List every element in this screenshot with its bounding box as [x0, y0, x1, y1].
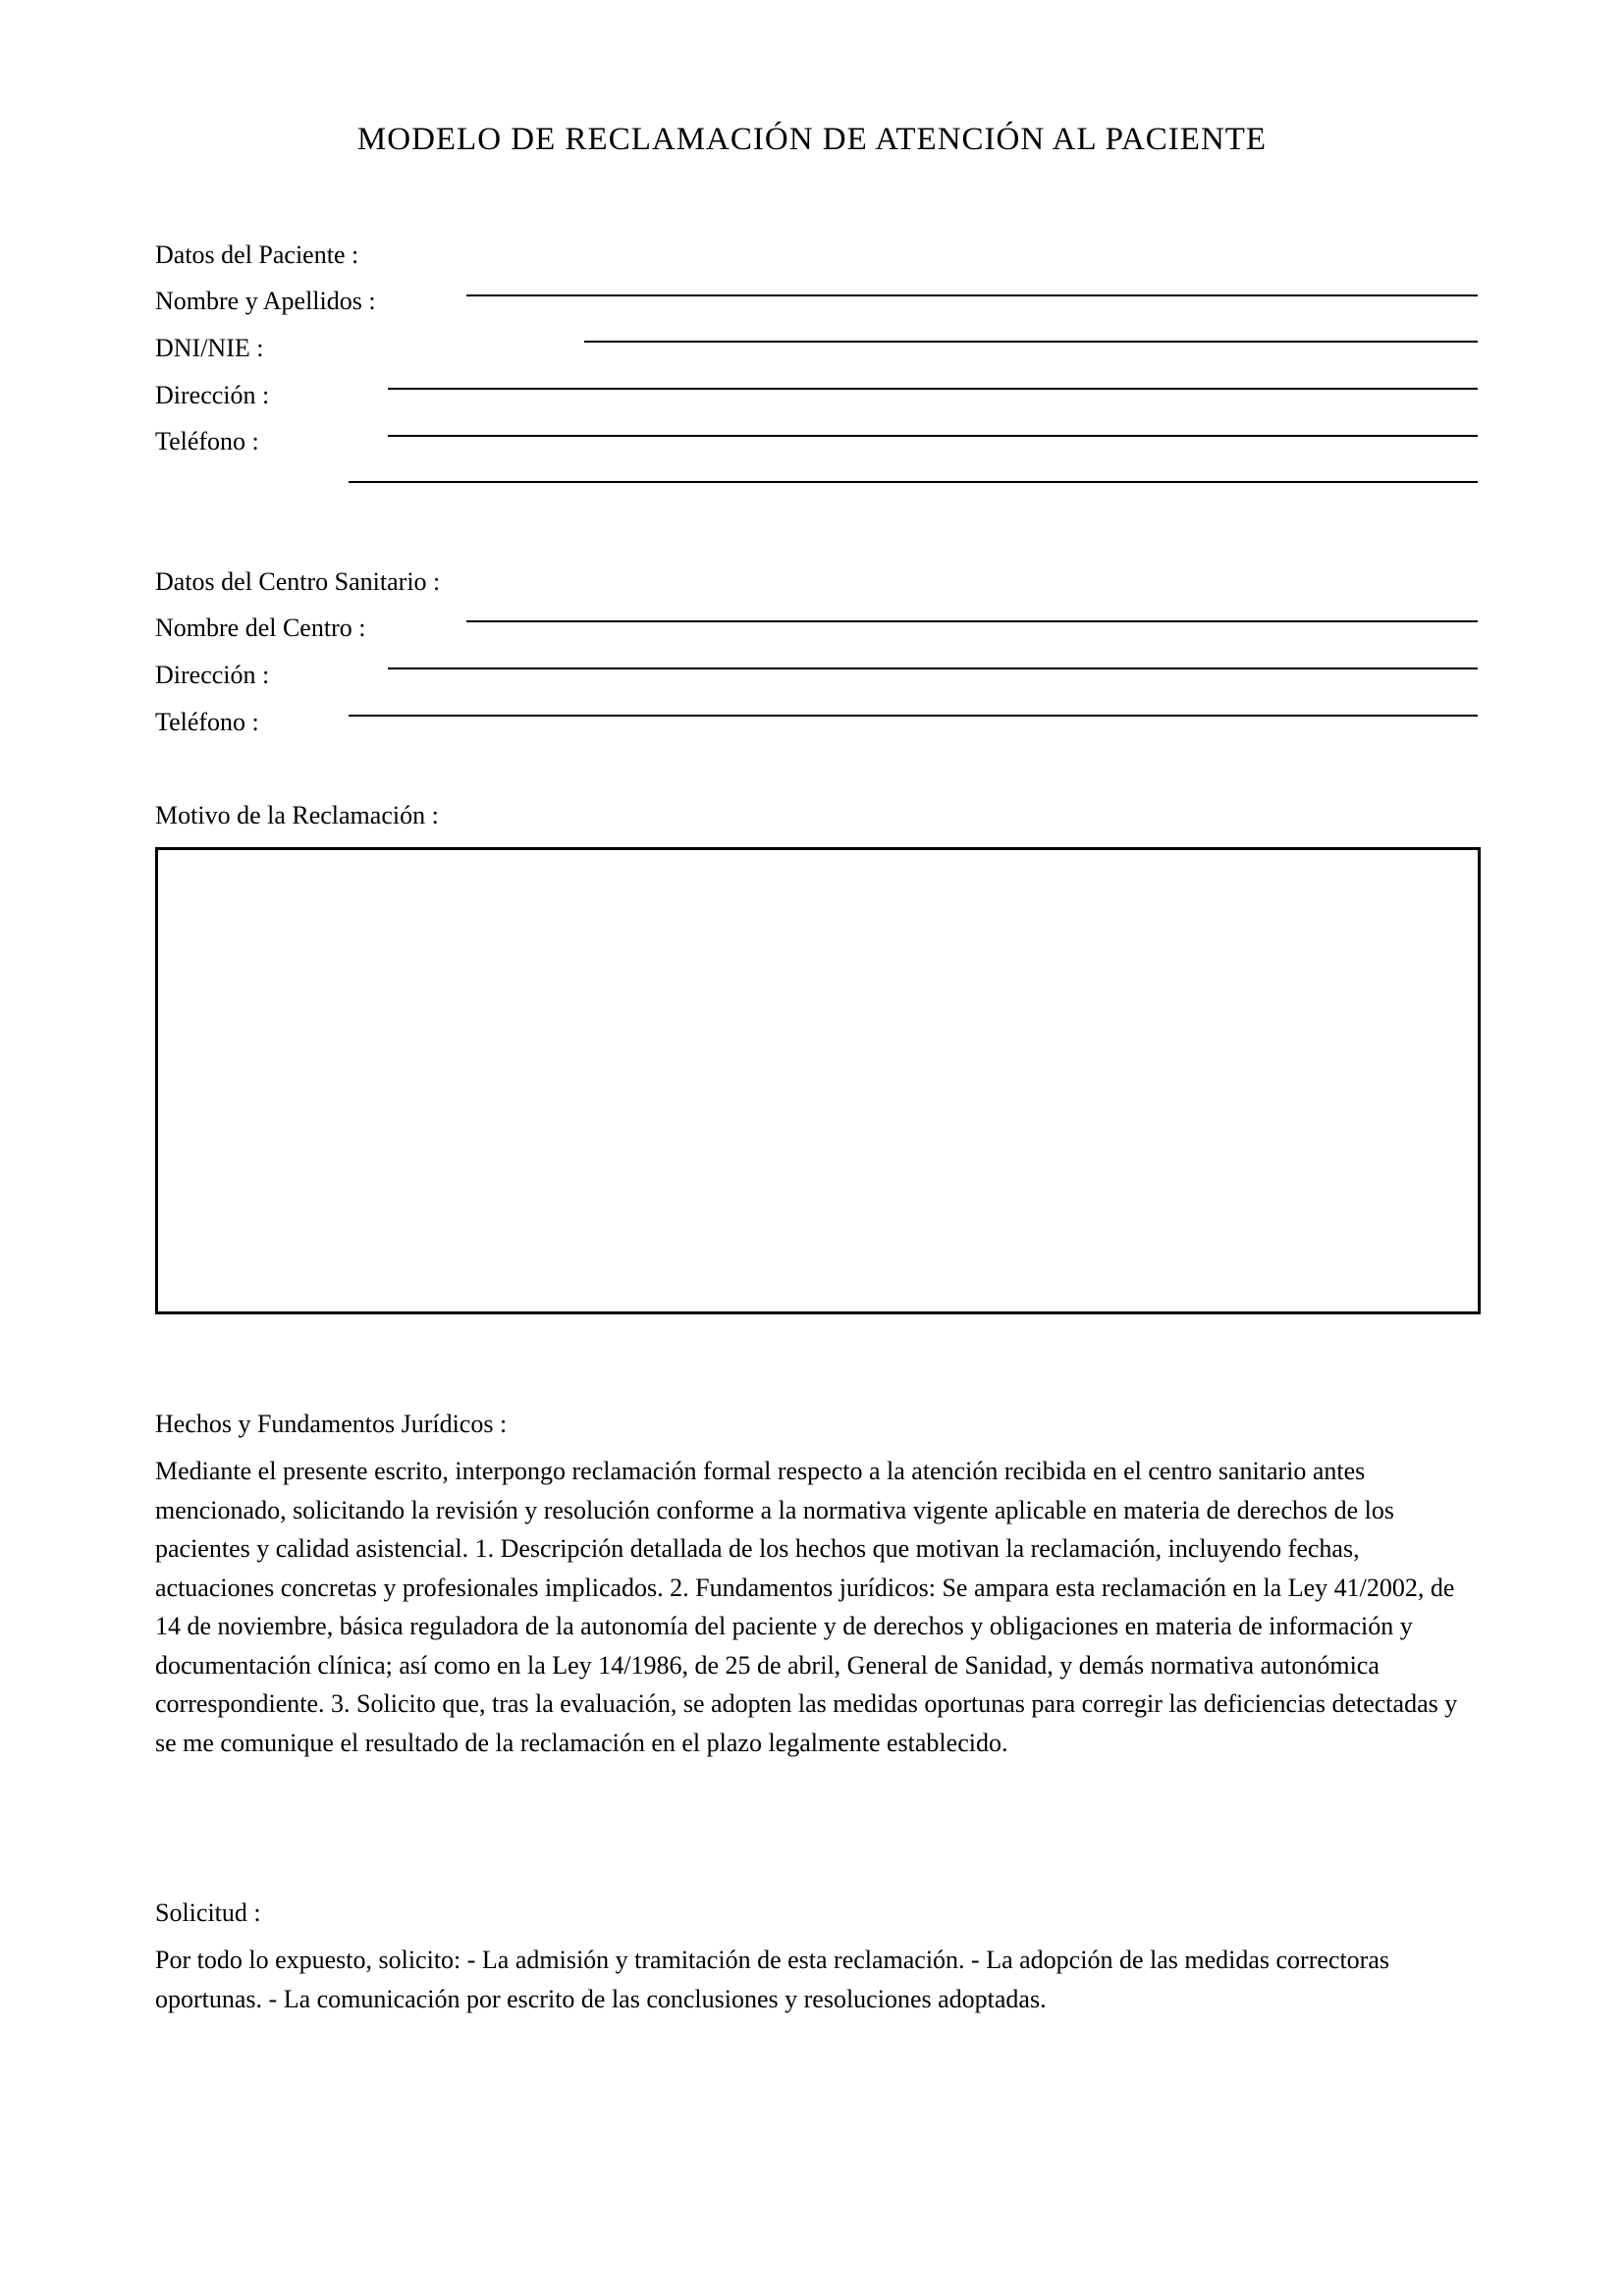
- solicitud-heading: Solicitud :: [155, 1898, 261, 1927]
- hechos-paragraph: Mediante el presente escrito, interpongo reclamación formal respecto a la atención recibida en el centro sanitario antes mencionado, solicitando la revisión y resolución conforme a la normativa vigente aplicable en materia de derechos de los pacientes y calidad asistencial. 1. Descripción detallada de los hechos que motivan la reclamación, incluyendo fechas, actuaciones concretas y profesionales implicados. 2. Fundamentos jurídicos: Se ampara esta reclamación en la Ley 41/2002, de 14 de noviembre, básica reguladora de la autonomía del paciente y de derechos y obligaciones en materia de información y documentación clínica; así como en la Ley 14/1986, de 25 de abril, General de Sanidad, y demás normativa autonómica correspondiente. 3. Solicito que, tras la evaluación, se adopten las medidas oportunas para corregir las deficiencias detectadas y se me comunique el resultado de la reclamación en el plazo legalmente establecido.: [155, 1457, 1458, 1757]
- patient-extra-field[interactable]: [349, 481, 1478, 483]
- patient-phone-label: Teléfono :: [155, 427, 259, 455]
- center-address-label: Dirección :: [155, 661, 270, 689]
- solicitud-paragraph: Por todo lo expuesto, solicito: - La admisión y tramitación de esta reclamación. - La adopción de las medidas correctoras oportunas. - La comunicación por escrito de las conclusiones y resoluciones adoptadas.: [155, 1946, 1389, 2013]
- patient-phone-field[interactable]: [388, 435, 1478, 437]
- center-phone-label: Teléfono :: [155, 708, 259, 736]
- center-section-heading: Datos del Centro Sanitario :: [155, 567, 441, 596]
- patient-address-field[interactable]: [388, 388, 1478, 390]
- center-phone-field[interactable]: [349, 715, 1478, 717]
- document-title: MODELO DE RECLAMACIÓN DE ATENCIÓN AL PACIENTE: [356, 122, 1268, 157]
- patient-dni-field[interactable]: [584, 341, 1478, 343]
- center-address-field[interactable]: [388, 667, 1478, 669]
- patient-name-label: Nombre y Apellidos :: [155, 287, 376, 315]
- motivo-textarea[interactable]: [155, 847, 1481, 1314]
- center-name-field[interactable]: [466, 620, 1478, 622]
- motivo-heading: Motivo de la Reclamación :: [155, 801, 439, 829]
- hechos-heading: Hechos y Fundamentos Jurídicos :: [155, 1410, 508, 1438]
- patient-dni-label: DNI/NIE :: [155, 334, 264, 362]
- patient-address-label: Dirección :: [155, 381, 270, 409]
- patient-section-heading: Datos del Paciente :: [155, 240, 359, 269]
- patient-name-field[interactable]: [466, 294, 1478, 296]
- center-name-label: Nombre del Centro :: [155, 614, 366, 642]
